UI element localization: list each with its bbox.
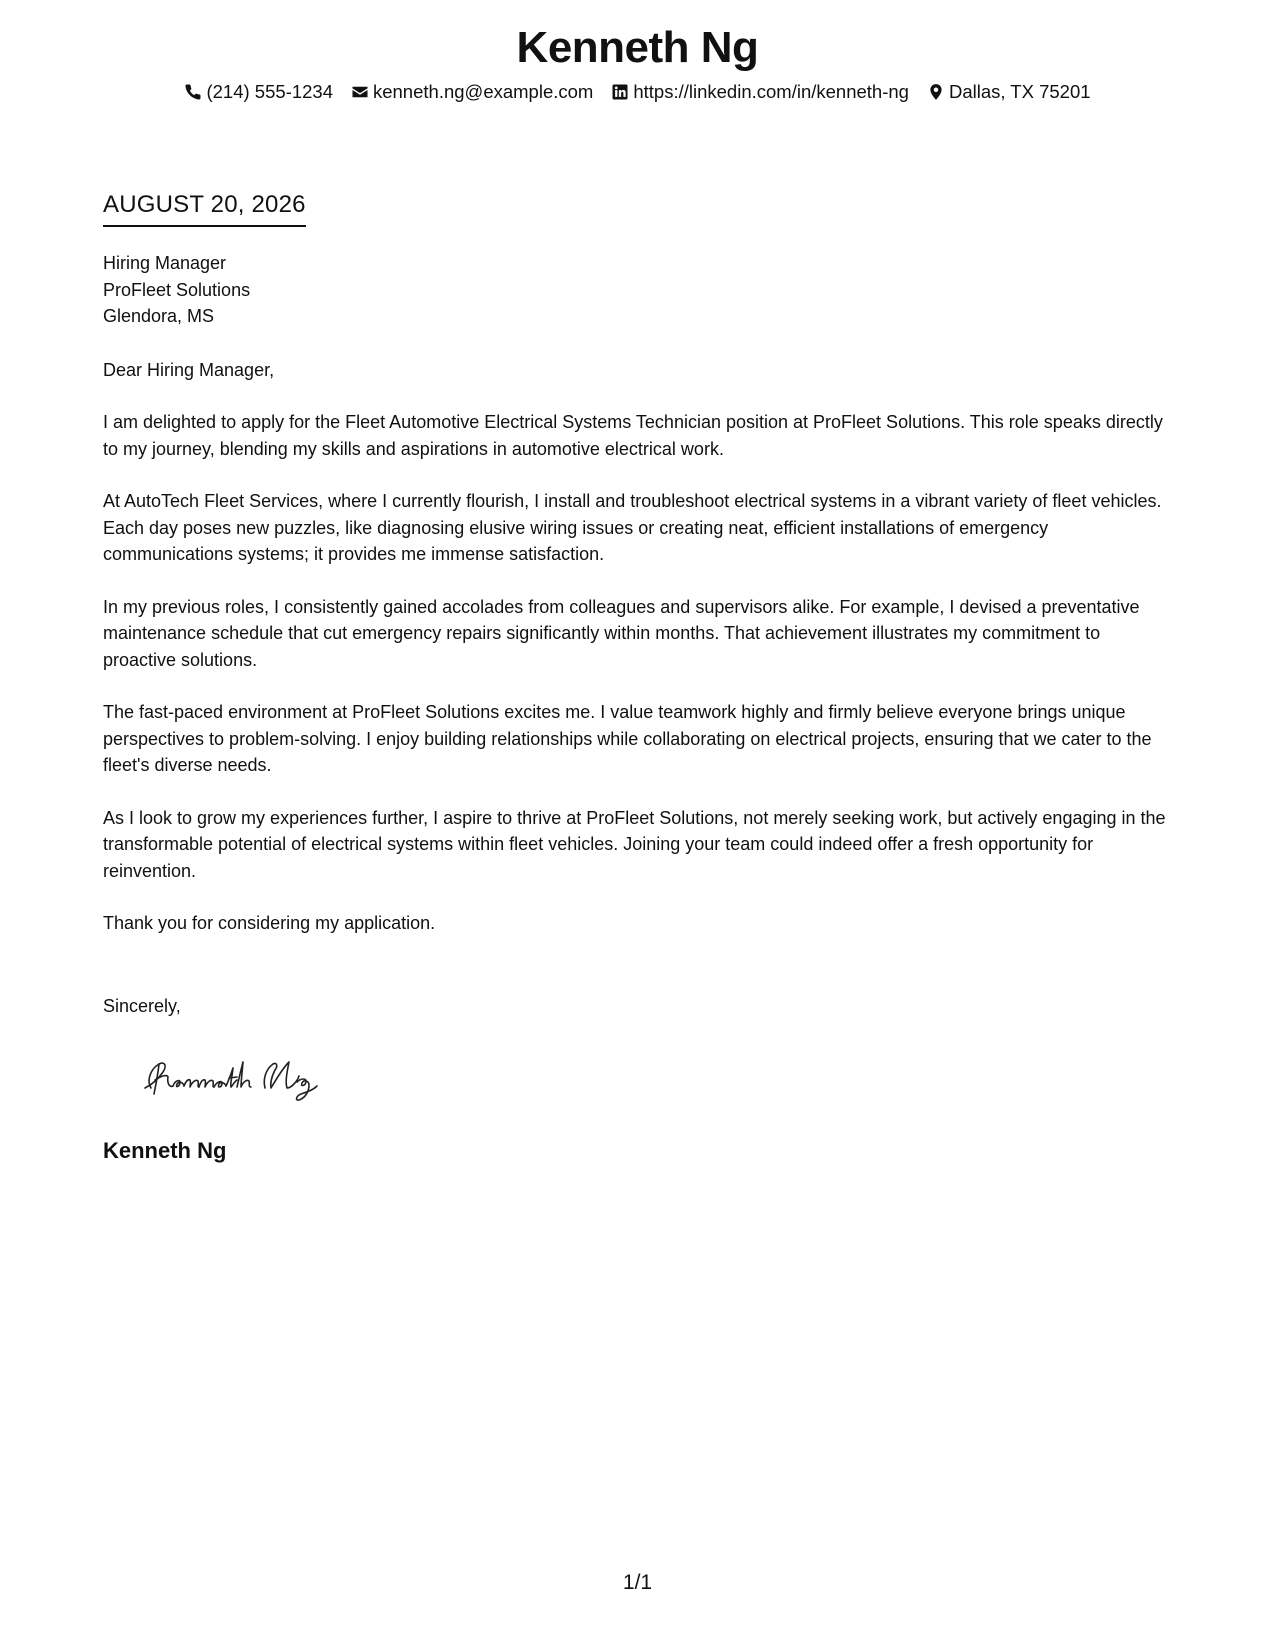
paragraph: As I look to grow my experiences further, I aspire to thrive at ProFleet Solutions, not merely seeking work, but actively engaging in the transformable potential of electrical systems within fleet vehicles. Joining your team could indeed offer a fresh opportunity for reinvention. <box>103 807 1166 881</box>
phone-text[interactable]: (214) 555-1234 <box>206 81 333 102</box>
letter-body <box>103 250 1178 963</box>
recipient-block <box>103 250 1178 330</box>
closing: Sincerely, <box>103 996 181 1016</box>
paragraph: Thank you for considering my application. <box>103 913 436 933</box>
paragraph: In my previous roles, I consistently gained accolades from colleagues and supervisors alike. For example, I devised a preventative maintenance schedule that cut emergency repairs significantly within months. That achievement illustrates my commitment to proactive solutions. <box>103 596 1140 670</box>
recipient-title: Hiring Manager <box>103 253 227 273</box>
location-text: Dallas, TX 75201 <box>948 81 1091 102</box>
page-number: 1/1 <box>622 1571 653 1594</box>
contact-bar <box>0 80 1275 104</box>
contact-location <box>927 80 1091 104</box>
recipient-company: ProFleet Solutions <box>103 279 251 300</box>
recipient-location: Glendora, MS <box>103 306 215 326</box>
email-link[interactable]: kenneth.ng@example.com <box>372 81 594 102</box>
map-pin-icon <box>927 83 945 101</box>
applicant-name: Kenneth Ng <box>516 23 759 72</box>
contact-linkedin <box>611 80 909 104</box>
phone-icon <box>184 83 202 101</box>
linkedin-icon <box>611 83 629 101</box>
envelope-icon <box>351 83 369 101</box>
handwritten-signature <box>137 1048 337 1108</box>
paragraph: I am delighted to apply for the Fleet Automotive Electrical Systems Technician position at ProFleet Solutions. This role speaks directly to my journey, blending my skills and aspirations in automotive electrical work. <box>103 412 1163 459</box>
paragraph: The fast-paced environment at ProFleet Solutions excites me. I value teamwork highly and firmly believe everyone brings unique perspectives to problem-solving. I enjoy building relationships while collaborating on electrical projects, ensuring that we cater to the fleet's diverse needs. <box>103 702 1152 775</box>
paragraph: At AutoTech Fleet Services, where I currently flourish, I install and troubleshoot electrical systems in a vibrant variety of fleet vehicles. Each day poses new puzzles, like diagnosing elusive wiring issues or creating neat, efficient installations of emergency communications systems; it provides me immense satisfaction. <box>103 491 1162 564</box>
contact-email <box>351 80 593 104</box>
signer-name: Kenneth Ng <box>103 1138 227 1163</box>
contact-phone <box>184 80 333 104</box>
linkedin-link[interactable]: https://linkedin.com/in/kenneth-ng <box>633 81 909 102</box>
salutation: Dear Hiring Manager, <box>103 359 275 380</box>
letter-date: AUGUST 20, 2026 <box>103 190 306 227</box>
